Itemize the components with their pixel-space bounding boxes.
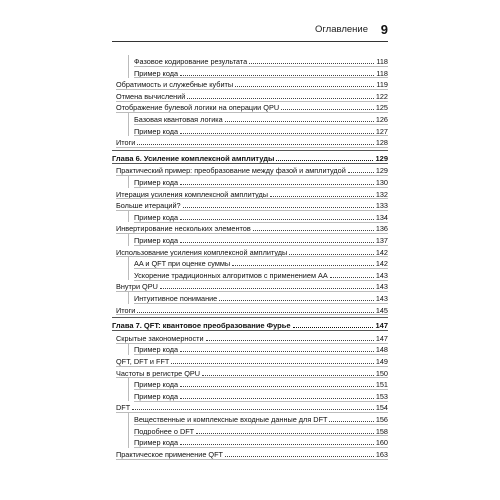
toc-entry-page: 163 <box>375 449 388 459</box>
toc-entry[interactable] <box>134 413 388 424</box>
toc-entry[interactable] <box>134 390 388 401</box>
toc-entry[interactable] <box>134 67 388 78</box>
dot-leader <box>330 276 374 278</box>
toc-chapter-entry[interactable] <box>112 152 388 163</box>
toc-entry-label: Вещественные и комплексные входные данные для DFT <box>134 415 328 424</box>
toc-chapter-entry[interactable] <box>112 319 388 330</box>
toc-entry-page: 143 <box>375 282 388 292</box>
indent-rule <box>128 413 129 425</box>
dot-leader <box>187 97 373 99</box>
dot-leader <box>132 408 374 410</box>
toc-entry-label: Ускорение традиционных алгоритмов с применением AA <box>134 270 328 280</box>
dot-leader <box>180 74 374 76</box>
dot-leader <box>232 264 374 266</box>
dot-leader <box>171 362 373 364</box>
toc-entry-page: 142 <box>375 259 388 269</box>
toc-entry-page: 129 <box>375 166 388 176</box>
toc-entry-page: 147 <box>375 333 388 343</box>
toc-entry-page: 158 <box>375 426 388 436</box>
toc-entry-label: Итоги <box>116 305 136 315</box>
toc-entry[interactable] <box>134 269 388 280</box>
dot-leader <box>235 85 374 87</box>
indent-rule <box>128 67 129 79</box>
toc-entry[interactable] <box>134 378 388 389</box>
dot-leader <box>206 339 374 341</box>
toc-entry-page: 143 <box>375 270 388 280</box>
toc-entry-label: AA и QFT при оценке суммы <box>134 259 231 269</box>
toc-entry-label: Инвертирование нескольких элементов <box>116 224 251 234</box>
indent-rule <box>128 125 129 137</box>
toc-entry[interactable] <box>134 436 388 447</box>
toc-entry-label: Отображение булевой логики на операции QPU <box>116 103 280 113</box>
toc-entry-label: Пример кода <box>134 345 179 355</box>
toc-entry-label: Базовая квантовая логика <box>134 115 223 124</box>
toc-entry-label: Обратимость и служебные кубиты <box>116 80 234 90</box>
toc-entry-page: 130 <box>375 178 388 187</box>
dot-leader <box>202 374 374 376</box>
dot-leader <box>225 455 374 457</box>
dot-leader <box>329 420 373 422</box>
toc-entry-page: 147 <box>375 321 388 331</box>
toc-entry-label: Пример кода <box>134 68 179 78</box>
dot-leader <box>219 299 374 301</box>
toc-entry-label: Итоги <box>116 138 136 148</box>
toc-entry-page: 118 <box>376 68 388 78</box>
toc-entry[interactable] <box>116 246 388 257</box>
dot-leader <box>183 206 374 208</box>
toc-entry-label: Использование усиления комплексной амплитуды <box>116 247 288 257</box>
toc-entry-page: 150 <box>375 368 388 378</box>
toc-entry[interactable] <box>116 280 388 291</box>
toc-entry[interactable] <box>116 90 388 101</box>
toc-entry-label: Пример кода <box>134 126 179 136</box>
toc-entry-page: 129 <box>375 153 388 163</box>
toc-entry-label: Пример кода <box>134 178 179 187</box>
indent-rule <box>128 113 129 125</box>
toc-entry[interactable] <box>134 113 388 124</box>
dot-leader <box>281 108 374 110</box>
toc-entry[interactable] <box>116 101 388 112</box>
toc-entry-page: 128 <box>375 138 388 148</box>
indent-rule <box>128 425 129 437</box>
toc-entry[interactable] <box>116 78 388 89</box>
dot-leader <box>180 132 374 134</box>
indent-rule <box>128 269 129 281</box>
toc-entry[interactable] <box>116 304 388 315</box>
dot-leader <box>196 432 374 434</box>
toc-entry-label: Больше итераций? <box>116 201 181 211</box>
toc-entry-page: 151 <box>375 380 388 390</box>
dot-leader <box>180 218 374 220</box>
indent-rule <box>128 343 129 355</box>
indent-rule <box>128 55 129 67</box>
indent-rule <box>128 292 129 304</box>
toc-entry[interactable] <box>116 367 388 378</box>
toc-entry-page: 134 <box>375 212 388 222</box>
dot-leader <box>180 241 374 243</box>
toc-entry[interactable] <box>116 332 388 343</box>
indent-rule <box>128 390 129 402</box>
indent-rule <box>128 211 129 223</box>
toc-entry[interactable] <box>116 164 388 175</box>
toc-entry[interactable] <box>116 448 388 459</box>
dot-leader <box>180 385 374 387</box>
dot-leader <box>348 171 374 173</box>
toc-entry-label: Подробнее о DFT <box>134 426 195 436</box>
toc-entry-page: 119 <box>376 80 388 90</box>
entry-separator <box>116 459 388 460</box>
dot-leader <box>180 350 374 352</box>
chapter-rule <box>112 150 388 151</box>
toc-entry-page: 156 <box>375 415 388 424</box>
toc-entry[interactable] <box>134 125 388 136</box>
toc-entry-label: Фазовое кодирование результата <box>134 57 248 66</box>
toc-entry-label: Пример кода <box>134 391 179 401</box>
dot-leader <box>180 397 374 399</box>
toc-entry-label: Внутри QPU <box>116 282 158 292</box>
toc-entry[interactable] <box>116 355 388 366</box>
toc-entry-page: 127 <box>375 126 388 136</box>
toc-entry[interactable] <box>134 292 388 303</box>
toc-entry-label: Глава 6. Усиление комплексной амплитуды <box>112 153 275 163</box>
chapter-rule <box>112 317 388 318</box>
indent-rule <box>128 234 129 246</box>
dot-leader <box>160 287 374 289</box>
toc-entry-label: Отмена вычислений <box>116 91 186 101</box>
toc-entry-page: 122 <box>375 91 388 101</box>
dot-leader <box>249 62 374 64</box>
dot-leader <box>289 253 374 255</box>
toc-entry-label: Пример кода <box>134 438 179 448</box>
toc-entry-label: QFT, DFT и FFT <box>116 357 170 366</box>
dot-leader <box>253 229 374 231</box>
dot-leader <box>137 143 374 145</box>
toc-entry[interactable] <box>134 234 388 245</box>
indent-rule <box>128 257 129 269</box>
toc-entry-page: 118 <box>376 57 388 66</box>
dot-leader <box>293 326 374 328</box>
toc-entry-label: Пример кода <box>134 212 179 222</box>
toc-entry-page: 149 <box>375 357 388 366</box>
toc-entry-page: 142 <box>375 247 388 257</box>
toc-entry-label: DFT <box>116 403 131 413</box>
toc-entry[interactable] <box>134 176 388 187</box>
toc-entry-label: Практический пример: преобразование между фазой и амплитудой <box>116 166 346 176</box>
toc-entry-label: Пример кода <box>134 236 179 245</box>
toc-entry-page: 145 <box>375 305 388 315</box>
toc-entry-page: 133 <box>375 201 388 211</box>
toc-entry[interactable] <box>116 199 388 210</box>
toc-entry-page: 136 <box>375 224 388 234</box>
dot-leader <box>180 443 374 445</box>
dot-leader <box>276 159 373 161</box>
toc-entry-label: Практическое применение QFT <box>116 449 224 459</box>
toc-entry[interactable] <box>134 343 388 354</box>
toc-entry[interactable] <box>134 55 388 66</box>
toc-entry-page: 137 <box>375 236 388 245</box>
toc-entry[interactable] <box>116 401 388 412</box>
toc-entry[interactable] <box>134 257 388 268</box>
toc-entry-label: Глава 7. QFT: квантовое преобразование Фурье <box>112 321 291 331</box>
toc-entry-page: 125 <box>375 103 388 113</box>
toc-entry-page: 154 <box>375 403 388 413</box>
entry-separator <box>116 314 388 315</box>
header-title: Оглавление <box>315 24 368 35</box>
header-page-number: 9 <box>380 22 388 37</box>
toc-entry-label: Пример кода <box>134 380 179 390</box>
indent-rule <box>128 436 129 448</box>
indent-rule <box>128 176 129 188</box>
running-header <box>112 24 388 38</box>
header-rule <box>112 41 388 42</box>
dot-leader <box>180 183 374 185</box>
toc-entry-label: Частоты в регистре QPU <box>116 368 201 378</box>
toc-entry[interactable] <box>116 222 388 233</box>
toc-entry-label: Интуитивное понимание <box>134 294 218 303</box>
dot-leader <box>137 311 374 313</box>
toc-entry-label: Итерация усиления комплексной амплитуды <box>116 189 269 199</box>
toc-entry-page: 143 <box>375 294 388 303</box>
toc-entry-page: 160 <box>375 438 388 448</box>
toc-entry[interactable] <box>134 211 388 222</box>
toc-entry[interactable] <box>134 425 388 436</box>
toc-entry-label: Скрытые закономерности <box>116 333 204 343</box>
toc-entry[interactable] <box>116 136 388 147</box>
dot-leader <box>270 195 374 197</box>
toc-entry-page: 132 <box>375 189 388 199</box>
toc-entry-page: 126 <box>375 115 388 124</box>
toc-entry-page: 148 <box>375 345 388 355</box>
indent-rule <box>128 378 129 390</box>
dot-leader <box>225 120 374 122</box>
toc-entry[interactable] <box>116 188 388 199</box>
toc-entry-page: 153 <box>375 391 388 401</box>
entry-separator <box>116 147 388 148</box>
